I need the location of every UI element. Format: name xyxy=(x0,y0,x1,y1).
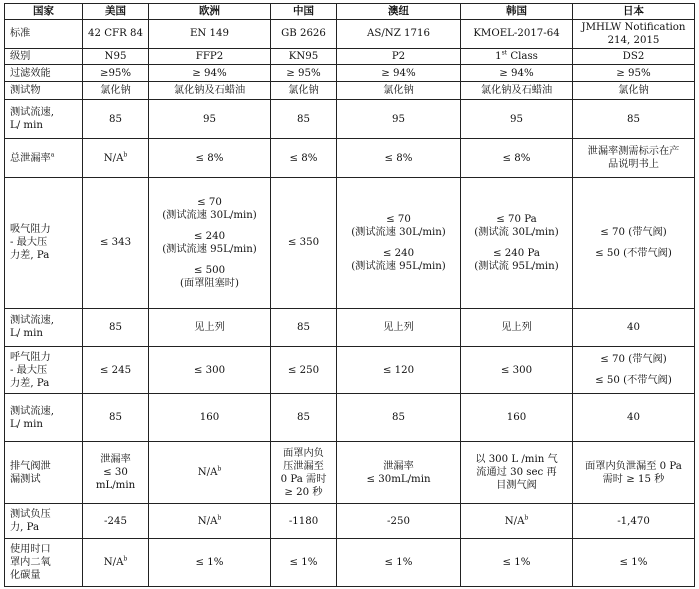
table-cell xyxy=(83,65,149,82)
cell-text: 1 xyxy=(495,51,502,62)
footnote-marker: b xyxy=(123,151,128,159)
cell-line: ≤ 1% xyxy=(502,557,531,569)
cell-line: 泄漏率 xyxy=(383,460,414,472)
cell-line: (测试流速 30L/min) xyxy=(162,209,257,221)
table-cell xyxy=(271,346,337,394)
cell-line: ≤ 1% xyxy=(619,557,648,569)
table-cell xyxy=(83,48,149,65)
cell-line: ≥ 95% xyxy=(286,67,321,79)
table-row xyxy=(5,48,695,65)
row-label xyxy=(5,346,83,394)
cell-line xyxy=(463,50,570,63)
table-cell xyxy=(337,65,461,82)
cell-line: 214, 2015 xyxy=(607,34,660,46)
table-cell xyxy=(461,504,573,539)
table-cell xyxy=(149,308,271,346)
table-cell xyxy=(573,394,695,442)
table-cell xyxy=(271,504,337,539)
cell-line: 以 300 L /min 气 xyxy=(475,454,558,466)
table-cell xyxy=(271,100,337,139)
table-cell xyxy=(83,82,149,100)
cell-line: ≤ 30mL/min xyxy=(366,473,431,485)
cell-line: ≤ 50 (不带气阀) xyxy=(595,375,672,387)
table-cell xyxy=(573,539,695,587)
cell-line: (测试流速 95L/min) xyxy=(351,260,446,272)
table-cell xyxy=(149,65,271,82)
header-country-3: 中国 xyxy=(271,4,337,20)
table-cell xyxy=(83,308,149,346)
footnote-marker: b xyxy=(524,514,529,522)
row-label xyxy=(5,20,83,49)
table-cell xyxy=(337,441,461,503)
table-cell xyxy=(573,346,695,394)
cell-line: ≤ 30 xyxy=(103,467,128,479)
table-body xyxy=(5,20,695,587)
header-country-4: 澳纽 xyxy=(337,4,461,20)
cell-line xyxy=(151,466,268,479)
table-cell xyxy=(271,20,337,49)
row-label xyxy=(5,394,83,442)
row-label xyxy=(5,504,83,539)
table-row xyxy=(5,539,695,587)
table-cell xyxy=(337,82,461,100)
row-label xyxy=(5,65,83,82)
cell-line: 95 xyxy=(392,113,405,125)
cell-line: ≤ 245 xyxy=(99,364,132,376)
row-label-line: 测试流速, xyxy=(10,405,54,417)
cell-text: N/A xyxy=(103,557,124,569)
cell-line: FFP2 xyxy=(195,51,224,62)
cell-line: ≤ 1% xyxy=(195,557,224,569)
cell-gap xyxy=(575,239,692,247)
table-cell xyxy=(149,441,271,503)
table-cell xyxy=(461,100,573,139)
row-label-line: 力差, Pa xyxy=(10,377,50,389)
cell-line: 160 xyxy=(506,412,527,424)
cell-line xyxy=(85,556,146,569)
cell-line: AS/NZ 1716 xyxy=(367,28,430,40)
cell-text: N/A xyxy=(504,515,525,527)
footnote-marker: a xyxy=(50,151,55,159)
table-cell xyxy=(83,539,149,587)
cell-line: DS2 xyxy=(622,51,645,62)
cell-line: EN 149 xyxy=(189,28,230,40)
table-cell xyxy=(83,177,149,308)
cell-line: 氯化钠 xyxy=(100,85,131,97)
table-cell xyxy=(271,48,337,65)
cell-line: 42 CFR 84 xyxy=(88,28,143,40)
cell-gap xyxy=(575,366,692,374)
cell-line: ≤ 50 (不带气阀) xyxy=(595,247,672,259)
table-row xyxy=(5,441,695,503)
cell-line: 面罩内负 xyxy=(283,447,324,459)
row-label-line: 级别 xyxy=(10,51,31,62)
table-cell xyxy=(337,394,461,442)
row-label-line: 过滤效能 xyxy=(10,67,51,79)
cell-line: 85 xyxy=(109,412,122,424)
table-cell xyxy=(271,65,337,82)
table-cell xyxy=(461,139,573,177)
cell-line: (面罩阻塞时) xyxy=(180,277,239,289)
table-cell xyxy=(149,20,271,49)
cell-line: 面罩内负泄漏至 0 Pa xyxy=(585,460,682,472)
table-cell xyxy=(461,441,573,503)
header-country: 国家 xyxy=(5,4,83,20)
cell-line: 需时 ≥ 15 秒 xyxy=(602,473,665,485)
cell-line: 氯化钠 xyxy=(383,85,414,97)
table-cell xyxy=(461,65,573,82)
table-cell xyxy=(337,100,461,139)
row-label xyxy=(5,308,83,346)
table-cell xyxy=(337,139,461,177)
cell-line: ≤ 8% xyxy=(502,152,531,164)
table-cell xyxy=(461,48,573,65)
row-label xyxy=(5,48,83,65)
footnote-marker: b xyxy=(217,514,222,522)
cell-line: -1,470 xyxy=(617,515,650,527)
cell-line: ≤ 8% xyxy=(384,152,413,164)
cell-line: 压泄漏至 xyxy=(283,460,324,472)
cell-line: 85 xyxy=(109,321,122,333)
header-country-5: 韩国 xyxy=(461,4,573,20)
table-cell xyxy=(461,82,573,100)
table-cell xyxy=(573,139,695,177)
table-cell xyxy=(149,177,271,308)
cell-line: ≤ 70 (带气阀) xyxy=(600,354,667,366)
table-cell xyxy=(573,82,695,100)
table-cell xyxy=(461,539,573,587)
cell-line: 目测气阀 xyxy=(496,480,537,492)
cell-line: GB 2626 xyxy=(281,28,326,40)
cell-line xyxy=(463,515,570,528)
cell-line: ≤ 500 xyxy=(193,264,226,276)
cell-line: 流通过 30 sec 再 xyxy=(476,467,557,479)
table-cell xyxy=(573,65,695,82)
table-cell xyxy=(149,346,271,394)
cell-line: ≤ 70 xyxy=(386,213,411,225)
cell-line: ≤ 350 xyxy=(287,237,320,249)
cell-line: ≥ 94% xyxy=(192,67,227,79)
cell-line: ≤ 240 xyxy=(382,247,415,259)
table-cell xyxy=(461,346,573,394)
cell-line: ≤ 240 Pa xyxy=(493,247,540,259)
table-row xyxy=(5,139,695,177)
cell-line: (测试流速 30L/min) xyxy=(351,226,446,238)
cell-line: ≥ 95% xyxy=(616,67,651,79)
table-cell xyxy=(149,82,271,100)
cell-line: 泄漏率测需标示在产 xyxy=(587,146,680,158)
cell-line xyxy=(151,515,268,528)
table-cell xyxy=(149,48,271,65)
table-cell xyxy=(573,504,695,539)
table-row xyxy=(5,65,695,82)
cell-line: 氯化钠及石蜡油 xyxy=(480,85,553,97)
table-cell xyxy=(83,20,149,49)
table-cell xyxy=(461,177,573,308)
table-cell xyxy=(271,82,337,100)
cell-line: 0 Pa 需时 xyxy=(280,473,327,485)
table-cell xyxy=(461,20,573,49)
cell-line: ≥ 94% xyxy=(499,67,534,79)
footnote-marker: b xyxy=(217,465,222,473)
row-label-line: 测试流速, xyxy=(10,315,54,327)
table-row xyxy=(5,504,695,539)
cell-line: 见上列 xyxy=(194,321,225,333)
cell-line: ≤ 1% xyxy=(384,557,413,569)
cell-line: 氯化钠 xyxy=(618,85,649,97)
cell-line: ≤ 70 xyxy=(197,196,222,208)
cell-line: KN95 xyxy=(288,51,319,62)
cell-gap xyxy=(339,239,458,247)
row-label-line: 测试负压 xyxy=(10,509,51,521)
table-cell xyxy=(149,100,271,139)
table-cell xyxy=(271,394,337,442)
footnote-marker: b xyxy=(123,555,128,563)
cell-text: N/A xyxy=(197,467,218,479)
table-cell xyxy=(337,48,461,65)
table-cell xyxy=(149,504,271,539)
table-row xyxy=(5,20,695,49)
cell-line: 氯化钠 xyxy=(288,85,319,97)
table-cell xyxy=(337,539,461,587)
row-label xyxy=(5,441,83,503)
cell-line: ≤ 343 xyxy=(99,237,132,249)
header-row xyxy=(5,4,695,20)
cell-line: 氯化钠及石蜡油 xyxy=(173,85,246,97)
cell-line: P2 xyxy=(391,51,406,62)
cell-text: N/A xyxy=(103,152,124,164)
row-label-line: 标准 xyxy=(10,28,31,40)
cell-line: ≤ 300 xyxy=(193,364,226,376)
table-cell xyxy=(271,308,337,346)
header-country-2: 欧洲 xyxy=(149,4,271,20)
header-country-6: 日本 xyxy=(573,4,695,20)
cell-text: N/A xyxy=(197,515,218,527)
row-label-line: L/ min xyxy=(10,328,43,340)
table-cell xyxy=(573,48,695,65)
cell-line: 40 xyxy=(627,321,640,333)
row-label-line: 漏测试 xyxy=(10,473,41,485)
cell-line: 85 xyxy=(392,412,405,424)
table-cell xyxy=(337,177,461,308)
cell-line: mL/min xyxy=(95,480,136,492)
table-cell xyxy=(461,308,573,346)
cell-line: -245 xyxy=(104,515,127,527)
cell-line: ≤ 70 (带气阀) xyxy=(600,226,667,238)
table-cell xyxy=(337,20,461,49)
cell-gap xyxy=(151,256,268,264)
cell-line: 85 xyxy=(109,113,122,125)
cell-line: 85 xyxy=(297,321,310,333)
cell-line: -250 xyxy=(387,515,410,527)
row-label-line: L/ min xyxy=(10,120,43,132)
row-label xyxy=(5,82,83,100)
cell-line: ≤ 8% xyxy=(289,152,318,164)
table-cell xyxy=(83,346,149,394)
cell-line: KMOEL-2017-64 xyxy=(473,28,560,40)
cell-line: (测试流 95L/min) xyxy=(474,260,559,272)
cell-line: 85 xyxy=(627,113,640,125)
cell-line: ≤ 8% xyxy=(195,152,224,164)
table-cell xyxy=(461,394,573,442)
row-label-line: L/ min xyxy=(10,418,43,430)
ordinal-suffix: st xyxy=(501,49,508,57)
cell-line: N95 xyxy=(104,51,127,62)
table-row xyxy=(5,346,695,394)
table-cell xyxy=(337,308,461,346)
table-cell xyxy=(149,394,271,442)
table-cell xyxy=(271,177,337,308)
cell-line: 见上列 xyxy=(501,321,532,333)
row-label-line: 呼气阻力 xyxy=(10,351,51,363)
cell-line: 160 xyxy=(199,412,220,424)
header-country-1: 美国 xyxy=(83,4,149,20)
row-label xyxy=(5,177,83,308)
row-label-line: 排气阀泄 xyxy=(10,460,51,472)
table-cell xyxy=(149,139,271,177)
row-label-line: - 最大压 xyxy=(10,364,48,376)
row-label-line: 力差, Pa xyxy=(10,250,50,262)
row-label xyxy=(5,100,83,139)
table-cell xyxy=(83,504,149,539)
cell-line: ≤ 70 Pa xyxy=(496,213,537,225)
cell-gap xyxy=(463,239,570,247)
cell-line: JMHLW Notification xyxy=(581,21,686,33)
table-cell xyxy=(573,441,695,503)
table-cell xyxy=(337,346,461,394)
cell-line: (测试流 30L/min) xyxy=(474,226,559,238)
table-cell xyxy=(573,20,695,49)
cell-line: ≤ 240 xyxy=(193,230,226,242)
row-label xyxy=(5,539,83,587)
row-label-line: 力, Pa xyxy=(10,522,40,534)
table-row xyxy=(5,82,695,100)
table-row xyxy=(5,177,695,308)
row-label-line: 化碳量 xyxy=(10,570,41,582)
row-label-line: 测试物 xyxy=(10,85,41,97)
table-cell xyxy=(573,100,695,139)
cell-line: ≤ 300 xyxy=(500,364,533,376)
cell-line: 品说明书上 xyxy=(608,159,659,171)
cell-line: 见上列 xyxy=(383,321,414,333)
respirator-standards-table xyxy=(4,3,695,587)
table-cell xyxy=(83,139,149,177)
table-cell xyxy=(83,441,149,503)
table-cell xyxy=(337,504,461,539)
cell-line: 泄漏率 xyxy=(100,454,131,466)
cell-line xyxy=(85,152,146,165)
cell-text: Class xyxy=(507,51,538,62)
cell-line: 40 xyxy=(627,412,640,424)
cell-line: ≤ 1% xyxy=(289,557,318,569)
cell-line: ≥ 20 秒 xyxy=(284,486,323,498)
table-cell xyxy=(573,177,695,308)
cell-line: ≤ 120 xyxy=(382,364,415,376)
cell-line: 85 xyxy=(297,113,310,125)
cell-line: 85 xyxy=(297,412,310,424)
table-cell xyxy=(573,308,695,346)
cell-line: -1180 xyxy=(288,515,319,527)
row-label-line: 罩内二氧 xyxy=(10,557,51,569)
table-row xyxy=(5,308,695,346)
cell-line: ≥ 94% xyxy=(381,67,416,79)
table-cell xyxy=(83,100,149,139)
cell-gap xyxy=(151,222,268,230)
table-cell xyxy=(271,539,337,587)
row-label-line: 吸气阻力 xyxy=(10,224,51,236)
row-label-line: - 最大压 xyxy=(10,237,48,249)
row-label-text: 总泄漏率 xyxy=(10,152,51,164)
table-row xyxy=(5,394,695,442)
cell-line: 95 xyxy=(510,113,523,125)
table-cell xyxy=(83,394,149,442)
row-label-line: 测试流速, xyxy=(10,107,54,119)
table-cell xyxy=(271,441,337,503)
cell-line: ≥95% xyxy=(99,67,132,79)
cell-line: (测试流速 95L/min) xyxy=(162,243,257,255)
table-row xyxy=(5,100,695,139)
cell-line: 95 xyxy=(203,113,216,125)
table-cell xyxy=(149,539,271,587)
table-cell xyxy=(271,139,337,177)
row-label xyxy=(5,139,83,177)
row-label-line: 使用时口 xyxy=(10,544,51,556)
cell-line: ≤ 250 xyxy=(287,364,320,376)
